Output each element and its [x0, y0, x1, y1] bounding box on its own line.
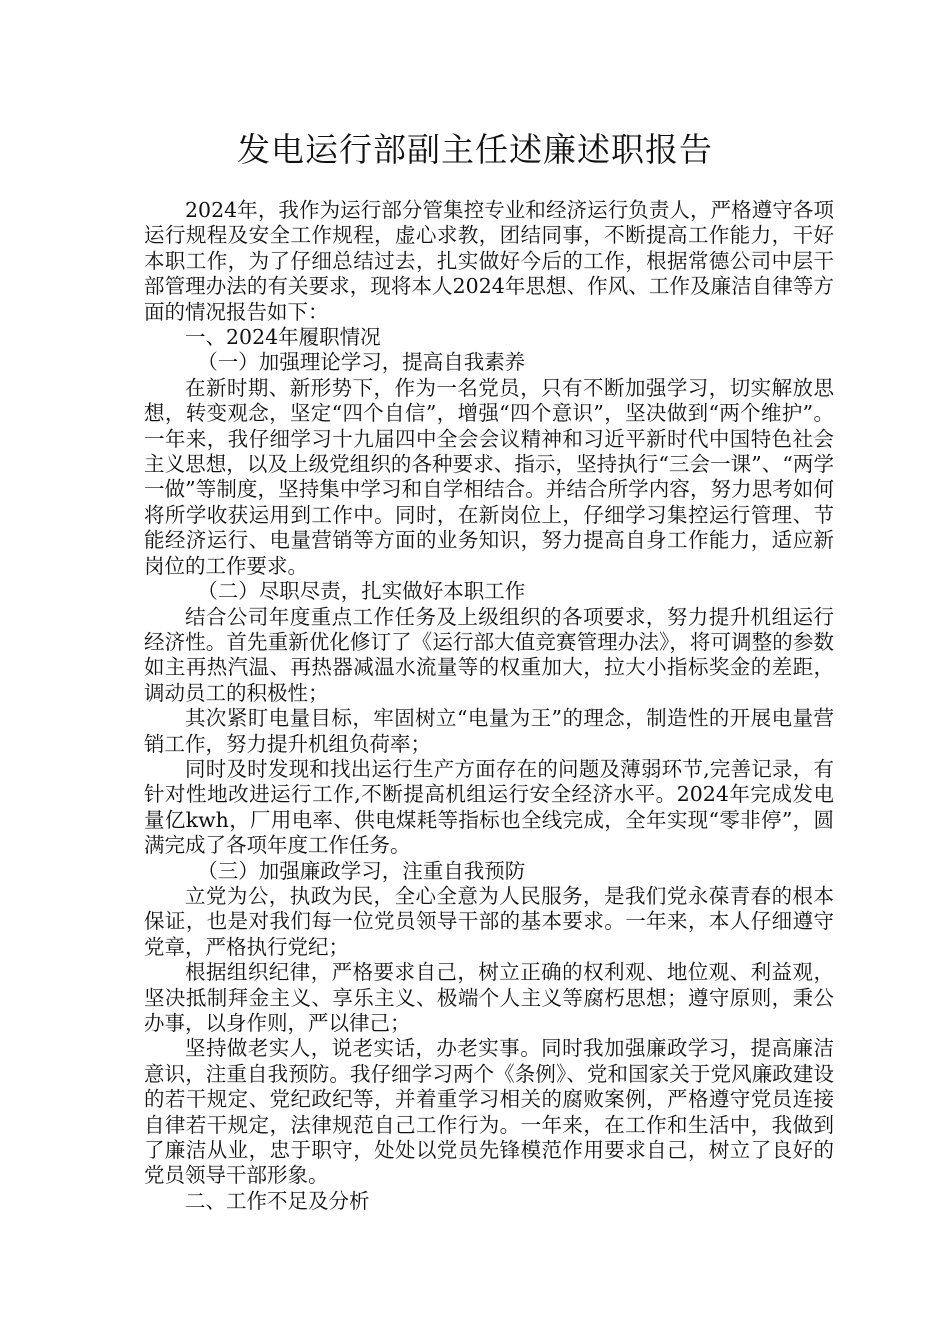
section-heading-1: 一、2024年履职情况: [185, 325, 381, 350]
document-title: 发电运行部副主任述廉述职报告: [237, 130, 713, 169]
paragraph-intro: 2024年，我作为运行部分管集控专业和经济运行负责人，严格遵守各项运行规程及安全工作规程，虚心求教，团结同事，不断提高工作能力，干好本职工作，为了仔细总结过去，扎实做好今后的工作，根据常德公司中层干部管理办法的有关要求，现将本人2024年思想、作风、工作及廉洁自律等方面的情况报告如下：: [144, 198, 834, 324]
paragraph-theory-study: 在新时期、新形势下，作为一名党员，只有不断加强学习，切实解放思想，转变观念，坚定“四个自信”，增强“四个意识”，坚决做到“两个维护”。一年来，我仔细学习十九届四中全会会议精神和习近平新时代中国特色社会主义思想，以及上级党组织的各种要求、指示，坚持执行“三会一课”、“两学一做”等制度，坚持集中学习和自学相结合。并结合所学内容，努力思考如何将所学收获运用到工作中。同时，在新岗位上，仔细学习集控运行管理、节能经济运行、电量营销等方面的业务知识，努力提高自身工作能力，适应新岗位的工作要求。: [144, 375, 834, 578]
subsection-heading-3: （三）加强廉政学习，注重自我预防: [197, 858, 526, 883]
paragraph-problem-improvement: 同时及时发现和找出运行生产方面存在的问题及薄弱环节,完善记录，有针对性地改进运行工作,不断提高机组运行安全经济水平。2024年完成发电量亿kwh，厂用电率、供电煤耗等指标也全线完成，全年实现“零非停”，圆满完成了各项年度工作任务。: [144, 756, 834, 858]
paragraph-discipline: 根据组织纪律，严格要求自己，树立正确的权利观、地位观、利益观，坚决抵制拜金主义、享乐主义、极端个人主义等腐朽思想；遵守原则，秉公办事，以身作则，严以律己；: [144, 960, 834, 1035]
paragraph-integrity: 坚持做老实人，说老实话，办老实事。同时我加强廉政学习，提高廉洁意识，注重自我预防。我仔细学习两个《条例》、党和国家关于党风廉政建设的若干规定、党纪政纪等，并着重学习相关的腐败案例，严格遵守党员连接自律若干规定，法律规范自己工作行为。一年来，在工作和生活中，我做到了廉洁从业，忠于职守，处处以党员先锋模范作用要求自己，树立了良好的党员领导干部形象。: [144, 1036, 834, 1188]
section-heading-2: 二、工作不足及分析: [185, 1188, 370, 1213]
subsection-heading-1: （一）加强理论学习，提高自我素养: [197, 350, 526, 375]
paragraph-economic-operation: 结合公司年度重点工作任务及上级组织的各项要求，努力提升机组运行经济性。首先重新优化修订了《运行部大值竞赛管理办法》，将可调整的参数如主再热汽温、再热器减温水流量等的权重加大，拉大小指标奖金的差距，调动员工的积极性；: [144, 604, 834, 705]
paragraph-power-target: 其次紧盯电量目标，牢固树立“电量为王”的理念，制造性的开展电量营销工作，努力提升机组负荷率；: [144, 706, 834, 756]
paragraph-party-principle: 立党为公，执政为民，全心全意为人民服务，是我们党永葆青春的根本保证，也是对我们每一位党员领导干部的基本要求。一年来，本人仔细遵守党章，严格执行党纪；: [144, 883, 834, 959]
document-body: [144, 198, 834, 1214]
subsection-heading-2: （二）尽职尽责，扎实做好本职工作: [197, 579, 526, 604]
